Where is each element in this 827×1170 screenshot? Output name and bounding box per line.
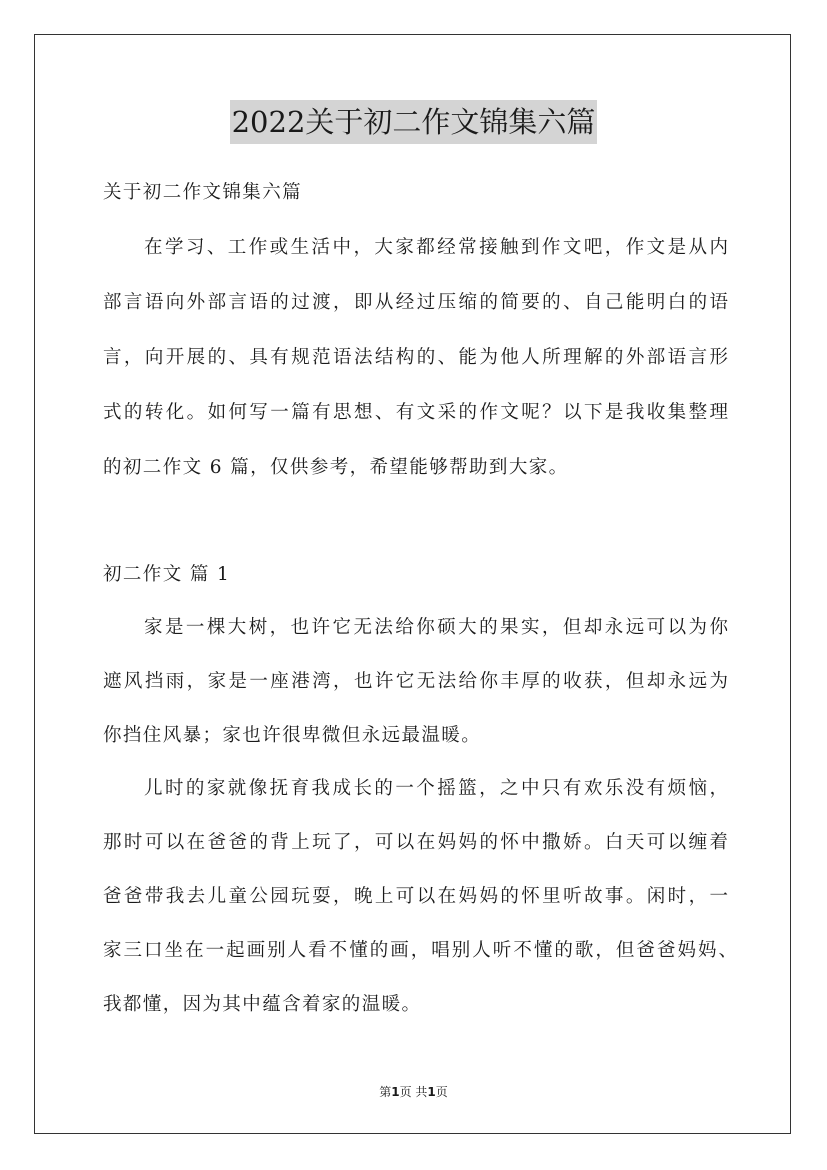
title-container [0, 100, 827, 144]
paragraph-line: 家是一棵大树，也许它无法给你硕大的果实，但却永远可以为你 [144, 617, 728, 638]
section-heading: 初二作文 篇 1 [103, 564, 231, 585]
paragraph-line: 遮风挡雨，家是一座港湾，也许它无法给你丰厚的收获，但却永远为 [103, 671, 728, 692]
footer-page-number: 1 [391, 1085, 400, 1099]
intro-line: 在学习、工作或生活中，大家都经常接触到作文吧，作文是从内 [144, 237, 728, 258]
intro-line: 言，向开展的、具有规范语法结构的、能为他人所理解的外部语言形 [103, 347, 728, 368]
page-footer [0, 1084, 827, 1100]
paragraph-line: 你挡住风暴；家也许很卑微但永远最温暖。 [103, 725, 482, 746]
intro-line: 部言语向外部言语的过渡，即从经过压缩的简要的、自己能明白的语 [103, 292, 728, 313]
paragraph-line: 家三口坐在一起画别人看不懂的画，唱别人听不懂的歌，但爸爸妈妈、 [103, 940, 737, 961]
intro-line: 式的转化。如何写一篇有思想、有文采的作文呢？以下是我收集整理 [103, 402, 728, 423]
footer-page-suffix: 页 共 [399, 1085, 428, 1099]
document-title: 2022关于初二作文锦集六篇 [230, 100, 598, 144]
paragraph-line: 儿时的家就像抚育我成长的一个摇篮，之中只有欢乐没有烦恼， [144, 778, 728, 799]
paragraph-line: 那时可以在爸爸的背上玩了，可以在妈妈的怀中撒娇。白天可以缠着 [103, 832, 728, 853]
footer-total-pages: 1 [427, 1085, 436, 1099]
document-subtitle: 关于初二作文锦集六篇 [103, 182, 303, 203]
paragraph-line: 爸爸带我去儿童公园玩耍，晚上可以在妈妈的怀里听故事。闲时，一 [103, 886, 728, 907]
intro-line: 的初二作文 6 篇，仅供参考，希望能够帮助到大家。 [103, 457, 569, 478]
footer-page-prefix: 第 [379, 1085, 392, 1099]
paragraph-line: 我都懂，因为其中蕴含着家的温暖。 [103, 994, 422, 1015]
footer-total-suffix: 页 [435, 1085, 448, 1099]
